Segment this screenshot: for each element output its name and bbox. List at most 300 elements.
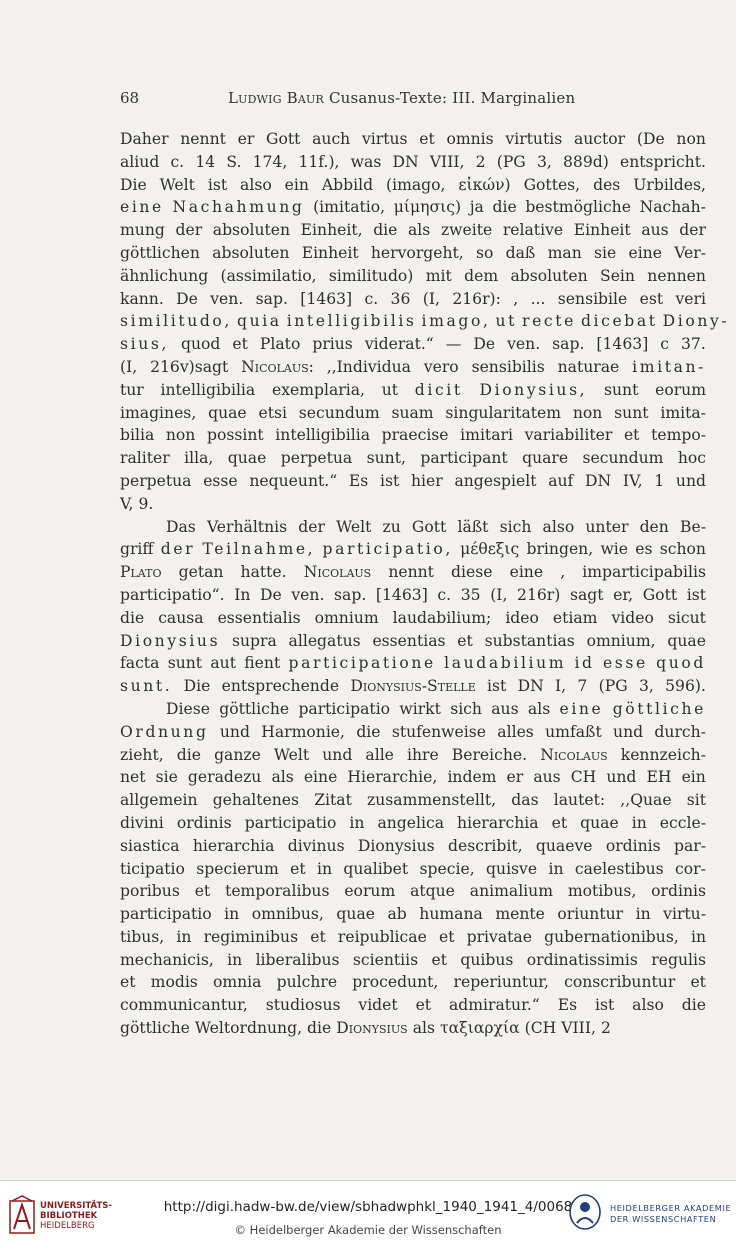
word: sap.	[255, 289, 288, 308]
word: in	[224, 905, 240, 924]
word: 7	[577, 677, 588, 696]
word: μέθεξις	[460, 540, 520, 559]
word: Hierarchie,	[347, 768, 438, 787]
word: 216r)	[517, 585, 561, 604]
word: der	[298, 517, 325, 536]
word: ταξιαρχία	[439, 1019, 520, 1038]
word: naturae	[557, 357, 620, 376]
word: etiam	[552, 608, 598, 627]
text-line	[120, 652, 706, 675]
word: perpetua	[120, 471, 192, 490]
word: eine	[509, 563, 544, 582]
word: virtu-	[663, 905, 706, 924]
text-line	[120, 835, 706, 858]
word: poribus	[120, 882, 180, 901]
word: De	[260, 585, 282, 604]
word: In	[234, 585, 251, 604]
word: nennen	[647, 266, 706, 285]
word: zweite	[440, 221, 493, 240]
word: 216v)sagt	[150, 357, 229, 376]
word: participatio“.	[120, 585, 225, 604]
word: auch	[312, 130, 351, 148]
word: aut	[210, 654, 236, 673]
academy-name-line-2: DER WISSENSCHAFTEN	[610, 1213, 717, 1224]
word: 9.	[138, 494, 154, 513]
word: sie	[594, 243, 617, 262]
word: substantias	[484, 631, 575, 650]
word: Diese	[166, 699, 210, 718]
word: ist	[207, 175, 228, 194]
word: Dionysius,	[479, 380, 588, 399]
word: c	[660, 335, 670, 354]
word: Dionysius	[336, 1019, 408, 1038]
text-line	[120, 516, 706, 539]
word: wie	[600, 540, 629, 559]
word: par-	[673, 836, 706, 855]
word: videt	[358, 996, 398, 1015]
word: imita-	[660, 403, 706, 422]
word: virtus	[361, 130, 408, 148]
word: sunt	[167, 654, 203, 673]
word: intelligibilia	[160, 380, 256, 399]
word: (imitatio,	[313, 198, 386, 217]
word: privatae	[466, 927, 532, 946]
word: kann.	[120, 289, 164, 308]
word: 2	[475, 152, 486, 171]
word: sich	[450, 699, 482, 718]
word: ganze	[214, 745, 261, 764]
word: Nachahmung	[172, 198, 305, 217]
word: nennt	[388, 563, 434, 582]
word: Gott	[411, 517, 447, 536]
word: eine	[628, 243, 662, 262]
word: veri	[675, 289, 706, 308]
text-line	[120, 196, 706, 219]
word: sap.	[334, 585, 367, 604]
word: quae	[667, 631, 706, 650]
word: getan	[178, 563, 224, 582]
word: ist	[686, 585, 706, 604]
word: der	[175, 221, 203, 240]
word: er	[237, 130, 255, 148]
word: —	[445, 335, 462, 354]
text-line	[120, 698, 706, 721]
word: quisve	[486, 859, 538, 878]
word: et	[431, 950, 447, 969]
word: dicit	[414, 380, 463, 399]
word: Welt	[336, 517, 372, 536]
word: possint	[206, 426, 264, 445]
text-line	[120, 424, 706, 447]
word: 889d)	[562, 152, 609, 171]
word: ein	[681, 768, 706, 787]
word: essentialis	[217, 608, 301, 627]
word: alles	[497, 722, 534, 741]
word: Welt	[159, 175, 195, 194]
word: stufenweise	[391, 722, 486, 741]
word: Plato	[120, 563, 162, 582]
word: sagt	[569, 585, 604, 604]
word: ven.	[291, 585, 325, 604]
academy-name-line-1: HEIDELBERGER AKADEMIE	[610, 1203, 732, 1213]
word: admiratur.“	[448, 996, 540, 1015]
word: ,,Individua	[326, 357, 411, 376]
word: so	[476, 243, 494, 262]
text-line	[120, 789, 706, 812]
word: procedunt,	[352, 973, 439, 992]
word: Dionysius	[357, 836, 435, 855]
word: μίμησις)	[393, 198, 462, 217]
word: als	[527, 699, 551, 718]
word: specie,	[419, 859, 475, 878]
word: in	[316, 859, 333, 878]
word: virtutis	[505, 130, 563, 148]
word: motibus,	[567, 882, 637, 901]
text-line	[120, 880, 706, 903]
word: Be-	[680, 517, 706, 536]
word: sie	[155, 768, 178, 787]
word: DN	[517, 677, 544, 696]
word: entsprechende	[221, 677, 340, 696]
permalink-url[interactable]: http://digi.hadw-bw.de/view/sbhadwphkl_1940_1941_4/0068	[163, 1199, 573, 1215]
word: die	[307, 1019, 332, 1038]
word: specierum	[196, 859, 279, 878]
word: gehaltenes	[212, 791, 300, 810]
word: Nicolaus:	[241, 357, 314, 376]
word: 216r):	[452, 289, 501, 308]
word: quae	[227, 449, 267, 468]
word: et	[120, 973, 136, 992]
word: et	[310, 927, 326, 946]
word: relative	[502, 221, 564, 240]
word: geradezu	[187, 768, 262, 787]
word: Verhältnis	[206, 517, 288, 536]
word: in	[227, 950, 243, 969]
word: pulchre	[276, 973, 338, 992]
word: es	[635, 540, 653, 559]
word: was	[350, 152, 382, 171]
word: absoluten	[510, 266, 588, 285]
word: scientiis	[352, 950, 419, 969]
word: modis	[150, 973, 198, 992]
word: ven.	[507, 335, 541, 354]
word: et	[194, 882, 211, 901]
word: göttlichen	[120, 243, 200, 262]
word: Die	[183, 677, 211, 696]
word: VIII,	[429, 152, 465, 171]
word: [1463]	[375, 585, 428, 604]
word: zusammenstellt,	[367, 791, 497, 810]
academy-logo-icon	[568, 1193, 602, 1231]
word: des	[593, 175, 621, 194]
word: mechanicis,	[120, 950, 214, 969]
word: imitan-	[632, 357, 706, 376]
text-line	[120, 310, 730, 333]
word: divinus	[287, 836, 345, 855]
word: 3,	[536, 152, 552, 171]
word: Einheit	[573, 221, 631, 240]
text-line	[120, 926, 706, 949]
text-line	[120, 812, 706, 835]
word: und	[606, 768, 637, 787]
word: regulis	[651, 950, 706, 969]
word: omnium	[314, 608, 379, 627]
word: hoc	[677, 449, 706, 468]
word: griff	[120, 540, 154, 559]
word: Die	[120, 175, 147, 194]
word: dicebat	[580, 312, 658, 331]
word: De	[473, 335, 496, 354]
word: 2	[600, 1019, 611, 1038]
word: in	[349, 813, 365, 832]
word: intelligibilia	[275, 426, 370, 445]
word: non	[572, 403, 603, 422]
text-line	[120, 607, 706, 630]
word: 596).	[665, 677, 706, 696]
text-line	[120, 766, 706, 789]
word: die	[176, 745, 201, 764]
word: CH	[570, 768, 597, 787]
word: esse	[602, 654, 648, 673]
word: ,	[513, 289, 519, 308]
word: göttliche	[612, 699, 706, 718]
word: sius,	[120, 335, 169, 354]
text-line	[120, 470, 706, 493]
word: der	[160, 540, 196, 559]
text-line	[120, 1017, 706, 1040]
text-line	[120, 288, 706, 311]
word: imagines,	[120, 403, 197, 422]
word: alle	[365, 745, 394, 764]
word: 14	[195, 152, 216, 171]
word: omnibus,	[251, 905, 324, 924]
word: er,	[613, 585, 634, 604]
word: VIII,	[561, 1019, 596, 1038]
word: humana	[419, 905, 483, 924]
word: DN	[392, 152, 419, 171]
word: laudabilium;	[392, 608, 492, 627]
word: Dionysius-Stelle	[350, 677, 476, 696]
word: et	[290, 859, 306, 878]
word: quae	[336, 905, 375, 924]
word: communicantur,	[120, 996, 248, 1015]
word: quod	[656, 654, 706, 673]
word: ut	[495, 312, 518, 331]
text-line	[120, 584, 706, 607]
word: wirkt	[399, 699, 441, 718]
word: atque	[410, 882, 455, 901]
text-line	[120, 721, 706, 744]
word: Weltordnung,	[194, 1019, 303, 1038]
word: sap.	[552, 335, 585, 354]
text-line	[120, 630, 706, 653]
word: Das	[166, 517, 196, 536]
word: quia	[236, 312, 282, 331]
word: eine	[303, 768, 338, 787]
word: Harmonie,	[261, 722, 345, 741]
word: also	[632, 996, 664, 1015]
word: bringen,	[526, 540, 594, 559]
word: secundum	[298, 403, 380, 422]
word: et	[419, 130, 435, 148]
text-line	[120, 447, 706, 470]
word: Sein	[600, 266, 635, 285]
word: der	[679, 221, 706, 240]
word: ,	[560, 563, 566, 582]
word: et	[438, 927, 455, 946]
word: und	[219, 722, 250, 741]
word: (I,	[490, 585, 508, 604]
copyright-notice: © Heidelberger Akademie der Wissenschaften	[234, 1223, 502, 1237]
word: et	[551, 813, 568, 832]
word: hervorgeht,	[370, 243, 464, 262]
word: quod	[181, 335, 221, 354]
word: eorum	[655, 380, 706, 399]
word: [1463]	[300, 289, 353, 308]
word: aliud	[120, 152, 160, 171]
word: und	[675, 471, 706, 490]
word: recte	[522, 312, 576, 331]
word: ,,Quae	[620, 791, 672, 810]
word: absoluten	[212, 221, 291, 240]
text-line	[120, 493, 706, 516]
text-line	[120, 903, 706, 926]
word: participant	[420, 449, 508, 468]
word: entspricht.	[619, 152, 706, 171]
word: et	[623, 426, 640, 445]
word: zu	[382, 517, 401, 536]
word: c.	[170, 152, 185, 171]
word: regiminibus	[203, 927, 299, 946]
word: causa	[158, 608, 204, 627]
word: Ordnung	[120, 722, 209, 741]
word: divini	[120, 813, 164, 832]
word: etsi	[258, 403, 287, 422]
word: et	[457, 631, 473, 650]
word: und	[613, 722, 644, 741]
word: Einheit	[301, 243, 359, 262]
word: ordinis	[651, 882, 706, 901]
text-line	[120, 561, 706, 584]
word: sunt	[614, 403, 649, 422]
word: IV,	[622, 471, 643, 490]
word: die	[120, 608, 145, 627]
word: prius	[312, 335, 353, 354]
word: Nachah-	[639, 198, 706, 217]
word: mit	[425, 266, 452, 285]
running-head	[228, 89, 575, 107]
word: Teilnahme,	[202, 540, 316, 559]
text-line	[120, 949, 706, 972]
word: Bereiche.	[451, 745, 528, 764]
word: dem	[464, 266, 499, 285]
word: daß	[505, 243, 536, 262]
word: in	[631, 813, 647, 832]
word: allegatus	[288, 631, 361, 650]
word: als	[271, 768, 294, 787]
word: Gott	[266, 130, 301, 148]
word: ordinis	[605, 836, 661, 855]
text-line	[120, 242, 706, 265]
word: sicut	[667, 608, 706, 627]
word: (De	[636, 130, 665, 148]
word: quare	[522, 449, 569, 468]
word: similitudo)	[328, 266, 414, 285]
word: die	[356, 722, 381, 741]
word: bilia	[120, 426, 155, 445]
word: Dionysius	[120, 631, 221, 650]
word: als	[412, 1019, 435, 1038]
text-line	[120, 174, 706, 197]
word: EH	[646, 768, 672, 787]
word: ähnlichung	[120, 266, 209, 285]
word: in	[548, 859, 564, 878]
word: ven.	[210, 289, 244, 308]
word: Gottes,	[523, 175, 581, 194]
word: (I,	[422, 289, 440, 308]
word: omnium,	[586, 631, 656, 650]
word: De	[176, 289, 198, 308]
word: diese	[451, 563, 493, 582]
word: Daher	[120, 130, 169, 148]
word: exemplaria,	[271, 380, 365, 399]
word: eorum	[344, 882, 396, 901]
word: quae	[208, 403, 247, 422]
word: in	[176, 927, 192, 946]
word: auctor	[573, 130, 626, 148]
word: 174,	[252, 152, 288, 171]
word: describit,	[448, 836, 523, 855]
word: participatio	[244, 813, 337, 832]
word: zieht,	[120, 745, 164, 764]
word: laudabilium	[444, 654, 567, 673]
word: ja	[469, 198, 484, 217]
word: aus	[641, 221, 669, 240]
text-line	[120, 971, 706, 994]
word: non	[676, 130, 706, 148]
word: tur	[120, 380, 144, 399]
word: Welt	[273, 745, 310, 764]
word: ideo	[505, 608, 539, 627]
text-line	[120, 402, 706, 425]
word: fient	[244, 654, 281, 673]
word: liberalibus	[255, 950, 340, 969]
word: tempo-	[651, 426, 706, 445]
word: Nicolaus	[303, 563, 372, 582]
word: participatio	[120, 905, 212, 924]
text-line	[120, 356, 706, 379]
word: DN	[585, 471, 612, 490]
word: temporalibus	[225, 882, 330, 901]
word: hierarchia	[192, 836, 275, 855]
word: secundum	[582, 449, 664, 468]
running-head-author-last: Baur	[286, 89, 324, 107]
word: essentias	[372, 631, 446, 650]
word: aus	[533, 768, 561, 787]
word: cor-	[675, 859, 706, 878]
word: qualibet	[343, 859, 409, 878]
word: tibus,	[120, 927, 165, 946]
word: non	[165, 426, 196, 445]
word: intelligibilis	[286, 312, 417, 331]
word: bestmögliche	[525, 198, 631, 217]
word: quae	[580, 813, 619, 832]
word: 35	[460, 585, 481, 604]
word: perpetua	[280, 449, 353, 468]
text-line	[120, 151, 706, 174]
word: suam	[391, 403, 434, 422]
word: quibus	[460, 950, 514, 969]
